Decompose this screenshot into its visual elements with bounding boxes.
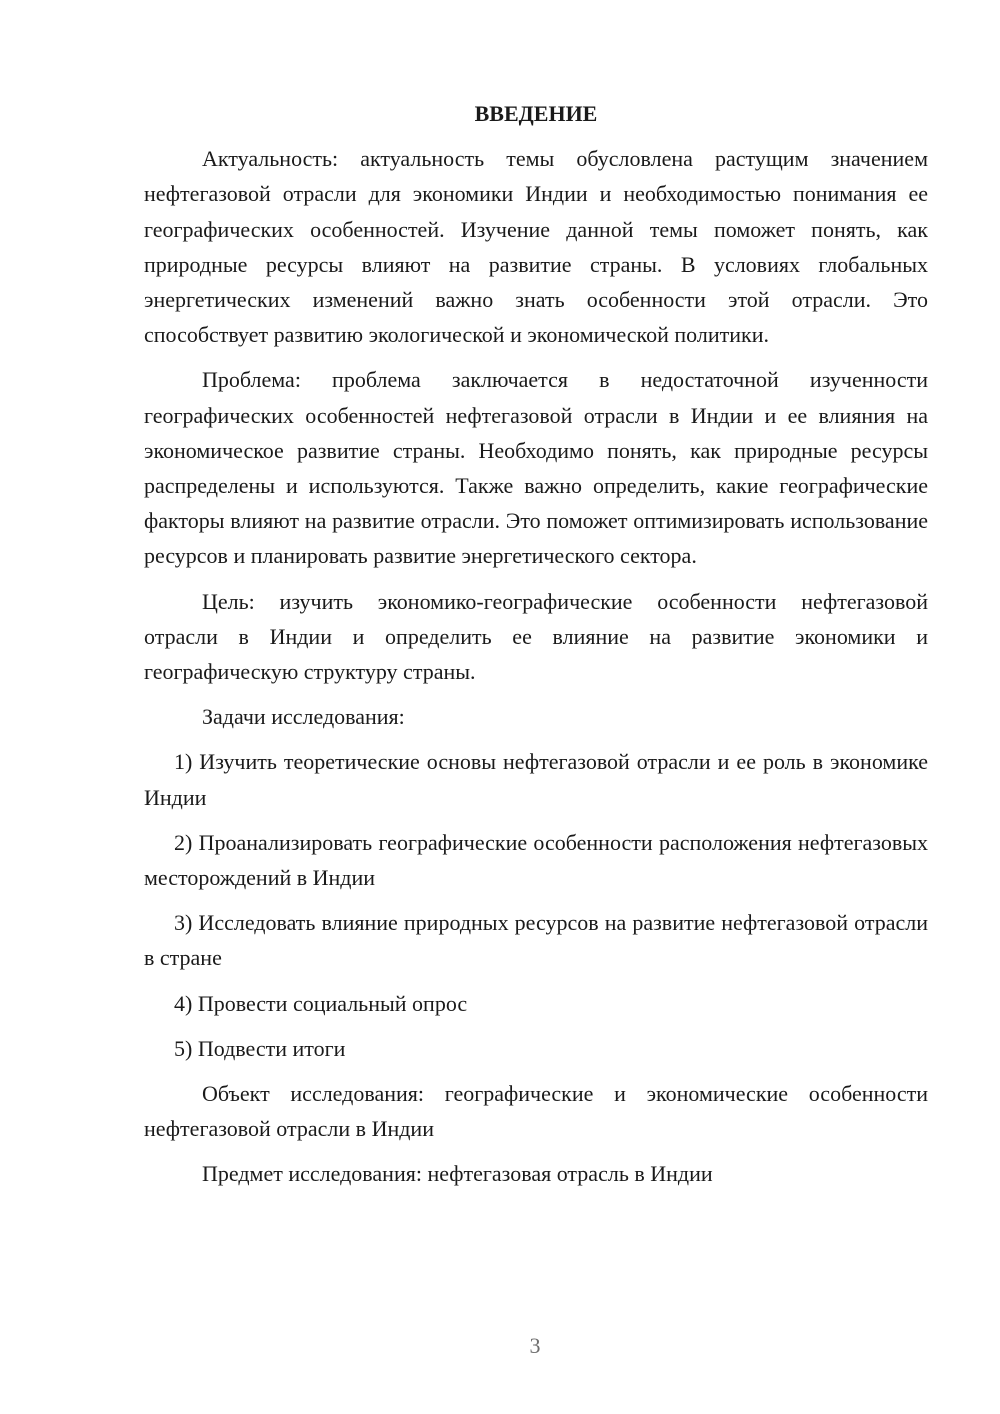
paragraph-subject: Предмет исследования: нефтегазовая отрасль в Индии — [202, 1161, 713, 1187]
task-item-1: 1) Изучить теоретические основы нефтегазовой отрасли и ее роль в экономике Индии — [144, 749, 928, 810]
task-item-5: 5) Подвести итоги — [174, 1035, 346, 1061]
page-number: 3 — [529, 1333, 541, 1358]
section-title: ВВЕДЕНИЕ — [474, 101, 598, 126]
task-item-3: 3) Исследовать влияние природных ресурсов на развитие нефтегазовой отрасли в стране — [144, 910, 928, 971]
task-item-4: 4) Провести социальный опрос — [174, 990, 468, 1016]
tasks-heading: Задачи исследования: — [202, 704, 405, 730]
paragraph-problem: Проблема: проблема заключается в недостаточной изученности географических особенностей нефтегазовой отрасли в Индии и ее влияния на экономическое развитие страны. Необходимо понять, как природные ресурсы распределены и используются. Также важно определить, какие географические факторы влияют на развитие отрасли. Это поможет оптимизировать использование ресурсов и планировать развитие энергетического сектора. — [144, 367, 928, 569]
paragraph-relevance: Актуальность: актуальность темы обусловлена растущим значением нефтегазовой отрасли для экономики Индии и необходимостью понимания ее географических особенностей. Изучение данной темы поможет понять, как природные ресурсы влияют на развитие страны. В условиях глобальных энергетических изменений важно знать особенности этой отрасли. Это способствует развитию экологической и экономической политики. — [144, 146, 928, 348]
task-item-2: 2) Проанализировать географические особенности расположения нефтегазовых месторождений в Индии — [144, 829, 928, 891]
page-content — [144, 96, 928, 1202]
paragraph-goal: Цель: изучить экономико-географические особенности нефтегазовой отрасли в Индии и определить ее влияние на развитие экономики и географическую структуру страны. — [144, 588, 928, 685]
paragraph-object: Объект исследования: географические и экономические особенности нефтегазовой отрасли в Индии — [144, 1081, 928, 1142]
